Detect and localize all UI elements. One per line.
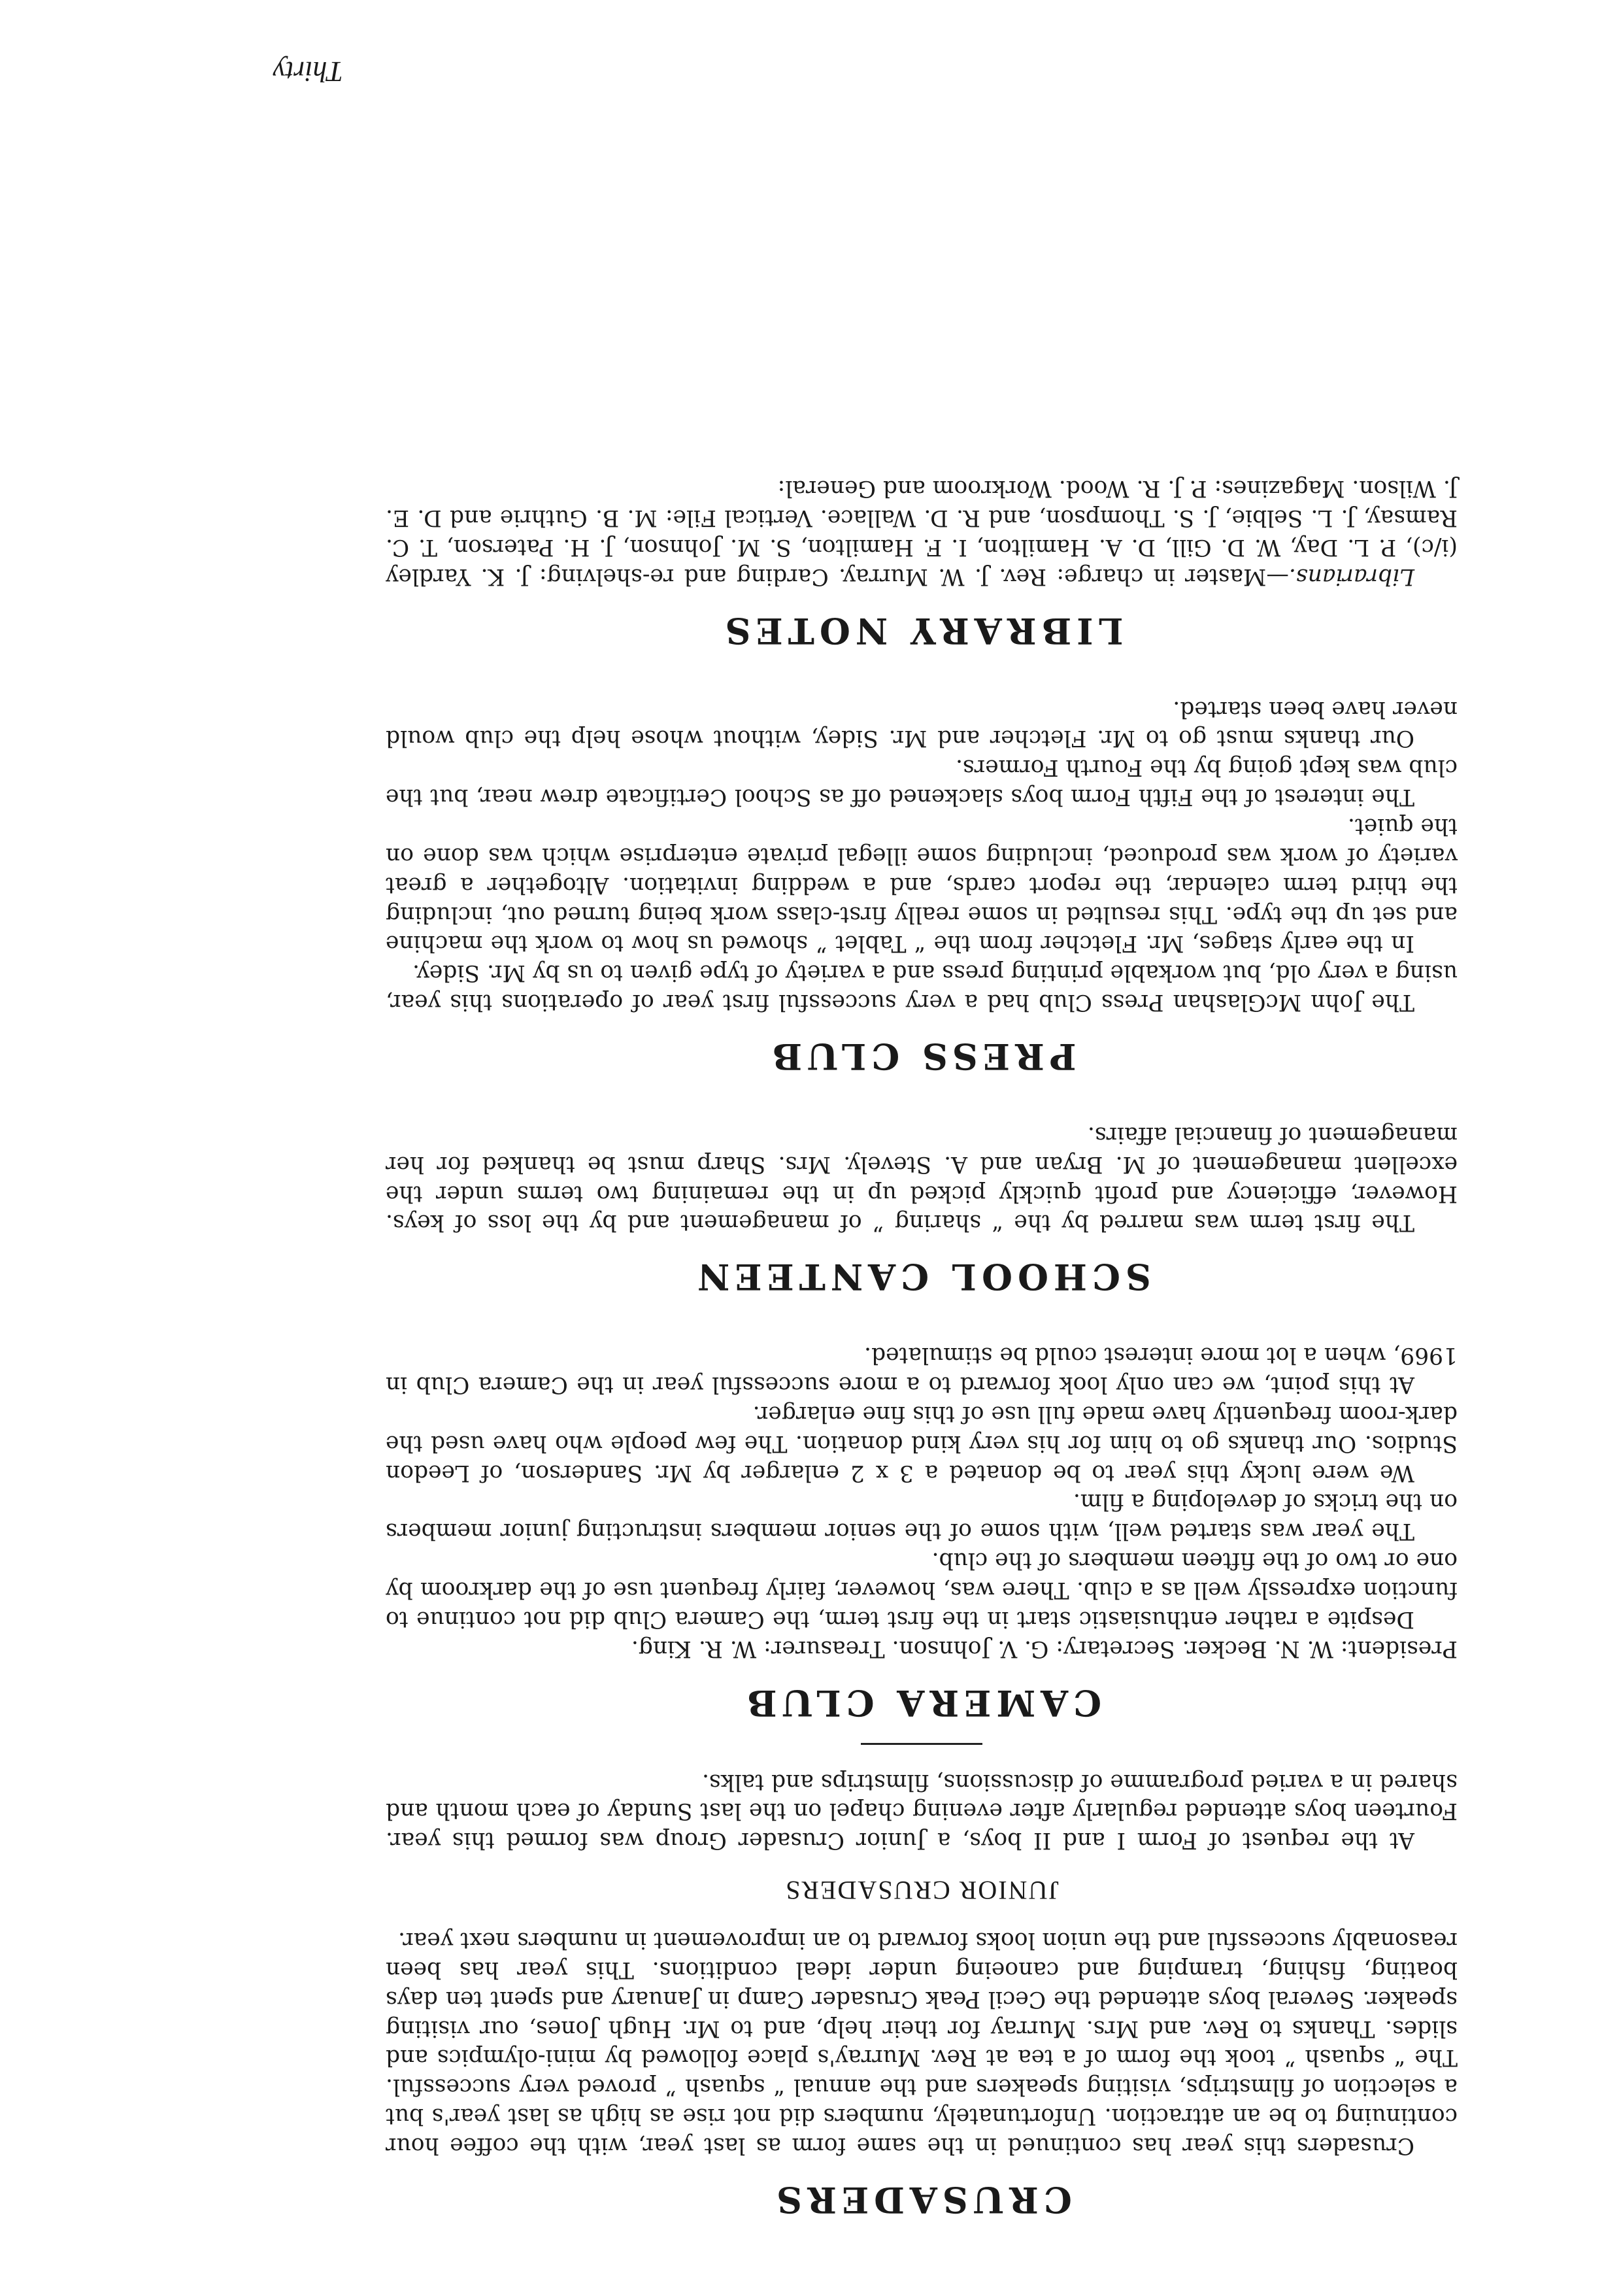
crusaders-paragraph-1: Crusaders this year has continued in the same form as last year, with the coffee hour continuing to be an attraction. Unfortunately, numbers did not rise as high as last year's but a selection of filmstrips, visiting speakers and the annual “ squash ” proved very successful. The “ squash ” took the form of a tea at Rev. Murray's place followed by mini-olympics and slides. Thanks to Rev. and Mrs. Murray for their help, and to Mr. Hugh Jones, our visiting speaker. Several boys attended the Cecil Peak Crusader Camp in January and spent ten days boating, fishing, tramping and canoeing under ideal conditions. This year has been reasonably successful and the union looks forward to an improvement in numbers next year. xyxy=(386,1927,1458,2159)
camera-club-paragraph-3: We were lucky this year to be donated a 3 x 2 enlarger by Mr. Sanderson, of Leedon Studios. Our thanks go to him for his very kind donation. The few people who have used the dark-room frequently have made full use of this fine enlarger. xyxy=(386,1400,1458,1486)
camera-club-officers: President: W. N. Becker. Secretary: G. V. Johnson. Treasurer: W. R. King. xyxy=(631,1635,1458,1662)
librarians-label: Librarians. xyxy=(1288,563,1414,590)
press-club-paragraph-4: Our thanks must go to Mr. Fletcher and Mr. Sidey, without whose help the club would never have been started. xyxy=(386,696,1458,752)
school-canteen-paragraph-1: The first term was marred by the “ sharing ” of management and by the loss of keys. However, efficiency and profit quickly picked up in the remaining two terms under the excellent management of M. Bryan and A. Stevely. Mrs. Sharp must be thanked for her management of financial affairs. xyxy=(386,1121,1458,1236)
press-club-heading: PRESS CLUB xyxy=(767,1036,1077,1078)
camera-club-paragraph-4: At this point, we can only look forward to a more successful year in the Camera Club in 1969, when a lot more interest could be stimulated. xyxy=(386,1342,1458,1398)
crusaders-heading: CRUSADERS xyxy=(771,2179,1072,2221)
press-club-paragraph-3: The interest of the Fifth Form boys slackened off as School Certificate drew near, but the club was kept going by the Fourth Formers. xyxy=(386,754,1458,811)
press-club-paragraph-2: In the early stages, Mr. Fletcher from the “ Tablet ” showed us how to work the machine and set up the type. This resulted in some really first-class work being turned out, including the third term calendar, the report cards, and a wedding invitation. Altogether a great variety of work was produced, including some illegal private enterprise which was done on the quiet. xyxy=(386,813,1458,957)
library-notes-heading: LIBRARY NOTES xyxy=(720,609,1124,652)
camera-club-paragraph-1: Despite a rather enthusiastic start in the first term, the Camera Club did not continue to function expressly well as a club. There was, however, fairly frequent use of the darkroom by one or two of the fifteen members of the club. xyxy=(386,1547,1458,1632)
camera-club-heading: CAMERA CLUB xyxy=(741,1681,1102,1724)
text-column xyxy=(386,473,1458,2221)
junior-crusaders-heading: JUNIOR CRUSADERS xyxy=(784,1876,1059,1906)
camera-club-paragraph-2: The year was started well, with some of the senior members instructing junior members on the tricks of developing a film. xyxy=(386,1489,1458,1545)
press-club-paragraph-1: The John McGlashan Press Club had a very successful first year of operations this year, using a very old, but workable printing press and a variety of type given to us by Mr. Sidey. xyxy=(386,960,1458,1016)
library-notes-paragraph-1 xyxy=(386,473,1458,590)
page-number: Thirty xyxy=(273,56,343,88)
school-canteen-heading: SCHOOL CANTEEN xyxy=(692,1256,1151,1298)
section-divider xyxy=(861,1743,982,1745)
junior-crusaders-paragraph-1: At the request of Form I and II boys, a Junior Crusader Group was formed this year. Fourteen boys attended regularly after evening chapel on the last Sunday of each month and shared in a varied programme of discussions, filmstrips and talks. xyxy=(386,1768,1458,1854)
library-notes-text: —Master in charge: Rev. J. W. Murray. Carding and re-shelving: J. K. Yardley (i/c), P. L. Day, W. D. Gill, D. A. Hamilton, I. F. Hamilton, S. M. Johnson, J. H. Paterson, T. C. Ramsay, J. L. Selbie, J. S. Thompson, and R. D. Wallace. Vertical File: M. B. Guthrie and D. E. J. Wilson. Magazines: P. J. R. Wood. Workroom and General: xyxy=(386,475,1458,590)
